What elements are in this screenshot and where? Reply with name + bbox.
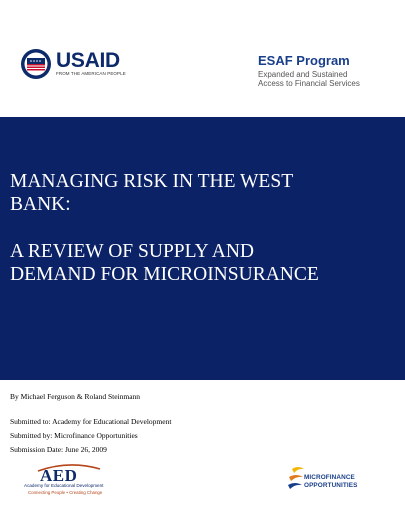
usaid-seal-icon: [20, 48, 52, 80]
esaf-subtitle-line1: Expanded and Sustained: [258, 70, 348, 79]
usaid-logo: [12, 44, 126, 86]
subtitle-line-2: DEMAND FOR MICROINSURANCE: [10, 264, 319, 285]
esaf-subtitle-line2: Access to Financial Services: [258, 79, 360, 88]
aed-full-name: Academy for Educational Development: [24, 483, 104, 488]
document-subtitle: [10, 240, 400, 286]
submission-date: Submission Date: June 26, 2009: [10, 445, 107, 454]
aed-tagline: Connecting People • Creating Change: [28, 490, 103, 495]
aed-logo: [20, 463, 120, 503]
document-title: [10, 170, 400, 216]
submitted-by: Submitted by: Microfinance Opportunities: [10, 431, 138, 440]
authors: By Michael Ferguson & Roland Steinmann: [10, 392, 141, 401]
mfo-line-2: OPPORTUNITIES: [304, 482, 358, 489]
esaf-title: ESAF Program: [258, 53, 350, 68]
microfinance-opportunities-logo: [286, 463, 356, 499]
title-line-2: BANK:: [10, 194, 71, 215]
aed-wordmark: AED: [40, 466, 78, 485]
usaid-tagline: FROM THE AMERICAN PEOPLE: [56, 71, 126, 76]
subtitle-line-1: A REVIEW OF SUPPLY AND: [10, 241, 254, 262]
title-band: [0, 117, 405, 380]
mfo-line-1: MICROFINANCE: [304, 474, 355, 481]
title-line-1: MANAGING RISK IN THE WEST: [10, 171, 294, 192]
submitted-to: Submitted to: Academy for Educational Development: [10, 417, 172, 426]
esaf-program-logo: [258, 54, 398, 88]
usaid-wordmark: USAID: [56, 49, 120, 72]
